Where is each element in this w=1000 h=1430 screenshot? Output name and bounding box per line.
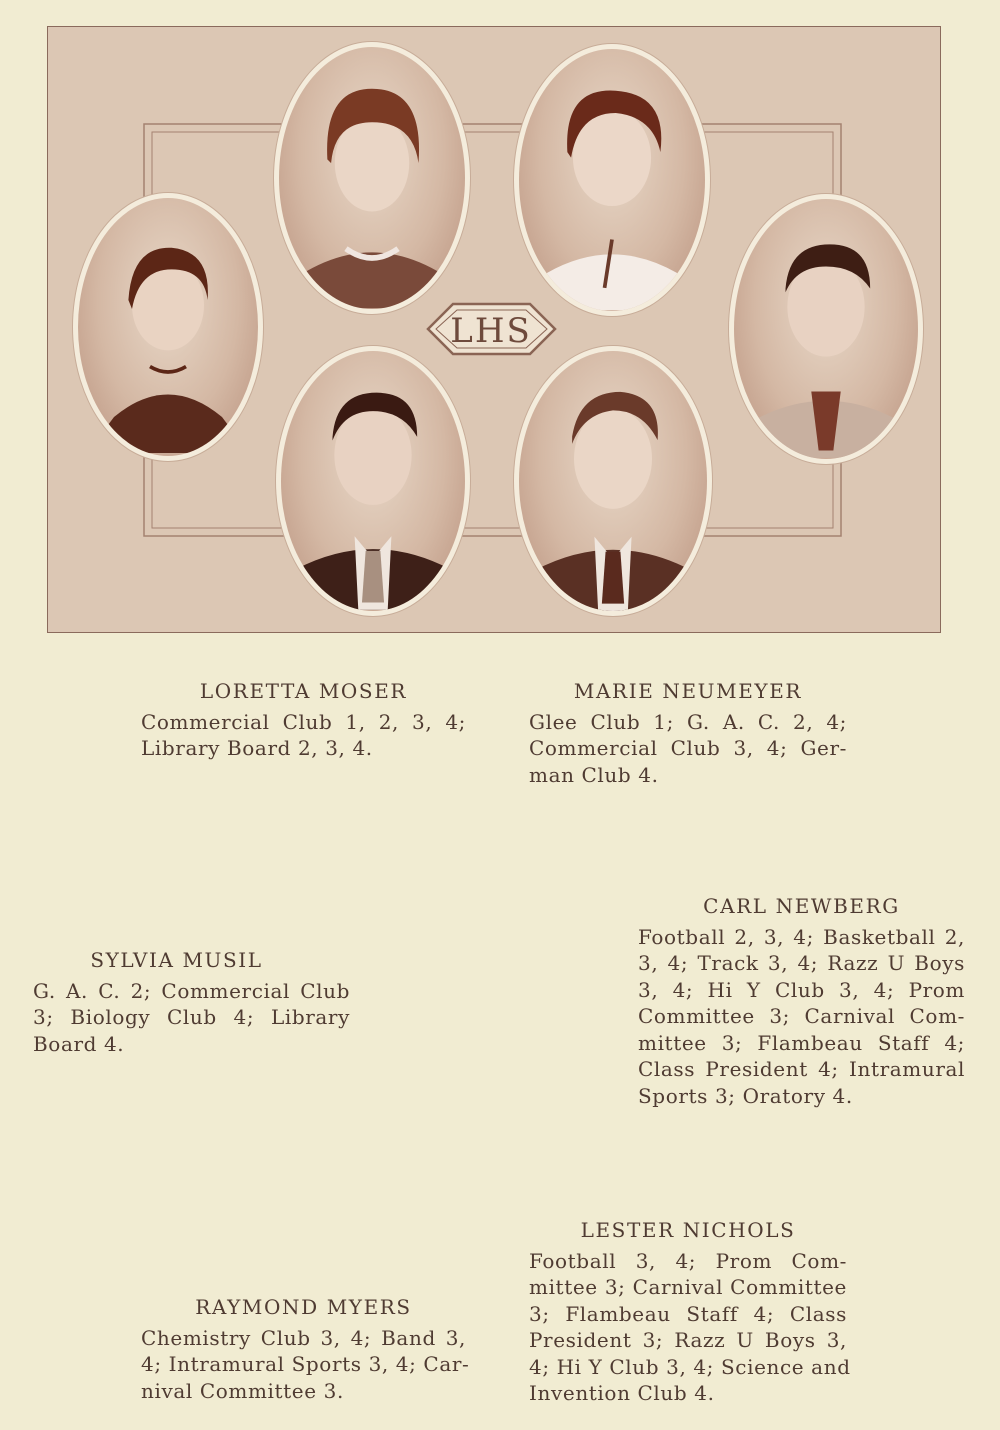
bio-line: Glee Club 1; G. A. C. 2, 4;: [529, 709, 847, 734]
bio-marie-neumeyer: [529, 678, 847, 788]
bio-line: man Club 4.: [529, 762, 659, 787]
portrait-sylvia-musil: [514, 44, 710, 316]
bio-line: Football 3, 4; Prom Com-: [529, 1248, 847, 1273]
portrait-lester-nichols: [514, 346, 712, 616]
bio-line: 3; Biology Club 4; Library: [33, 1005, 350, 1029]
portrait-carl-newberg: [729, 194, 923, 464]
bio-line: Commercial Club 1, 2, 3, 4;: [141, 709, 466, 734]
bio-line: 3, 4; Hi Y Club 3, 4; Prom: [638, 977, 965, 1002]
portrait-woman-smile-icon: [519, 49, 705, 311]
bio-sylvia-musil: [33, 947, 350, 1057]
bio-name: RAYMOND MYERS: [195, 1295, 412, 1319]
portrait-raymond-myers: [276, 346, 470, 616]
bio-line: 3, 4; Track 3, 4; Razz U Boys: [638, 951, 965, 975]
bio-name: LESTER NICHOLS: [580, 1218, 796, 1242]
bio-line: Sports 3; Oratory 4.: [638, 1083, 853, 1108]
bio-line: Invention Club 4.: [529, 1381, 715, 1405]
bio-line: Commercial Club 3, 4; Ger-: [529, 736, 847, 760]
bio-name: CARL NEWBERG: [703, 894, 900, 918]
bio-line: 4; Intramural Sports 3, 4; Car-: [141, 1352, 470, 1376]
portrait-man-plaid-tie-icon: [734, 199, 918, 459]
bio-name: SYLVIA MUSIL: [90, 948, 263, 972]
lhs-emblem: [428, 304, 555, 354]
bio-line: nival Committee 3.: [141, 1378, 344, 1403]
bio-activities: [33, 978, 350, 1058]
bio-line: mittee 3; Flambeau Staff 4;: [638, 1030, 965, 1055]
bio-line: Football 2, 3, 4; Basketball 2,: [638, 924, 965, 949]
bio-line: mittee 3; Carnival Committee: [529, 1275, 847, 1299]
portrait-loretta-moser: [73, 193, 263, 461]
bio-activities: [141, 1325, 470, 1405]
bio-line: Board 4.: [33, 1031, 125, 1056]
bio-lester-nichols: [529, 1217, 851, 1407]
bio-line: Committee 3; Carnival Com-: [638, 1004, 965, 1028]
bio-line: President 3; Razz U Boys 3,: [529, 1328, 847, 1352]
bio-line: Class President 4; Intramural: [638, 1057, 965, 1081]
bio-activities: [638, 924, 965, 1110]
bio-carl-newberg: [638, 893, 965, 1109]
bio-line: 3; Flambeau Staff 4; Class: [529, 1301, 847, 1326]
bio-name: LORETTA MOSER: [199, 679, 408, 703]
bio-activities: [529, 1248, 851, 1407]
bio-line: Chemistry Club 3, 4; Band 3,: [141, 1325, 466, 1350]
portrait-woman-wave-icon: [279, 47, 465, 309]
portrait-man-dark-icon: [281, 351, 465, 611]
bio-activities: [529, 709, 847, 789]
portrait-man-light-icon: [519, 351, 707, 611]
portrait-marie-neumeyer: [274, 42, 470, 314]
bio-activities: [141, 709, 466, 762]
bio-line: 4; Hi Y Club 3, 4; Science and: [529, 1354, 851, 1379]
bio-loretta-moser: [141, 678, 466, 762]
emblem-text: LHS: [450, 311, 532, 351]
bio-line: Library Board 2, 3, 4.: [141, 736, 373, 760]
photo-panel: [47, 26, 941, 633]
bio-name: MARIE NEUMEYER: [573, 679, 803, 703]
portrait-woman-bob-icon: [78, 198, 258, 456]
bio-raymond-myers: [141, 1294, 470, 1404]
bio-line: G. A. C. 2; Commercial Club: [33, 978, 350, 1003]
